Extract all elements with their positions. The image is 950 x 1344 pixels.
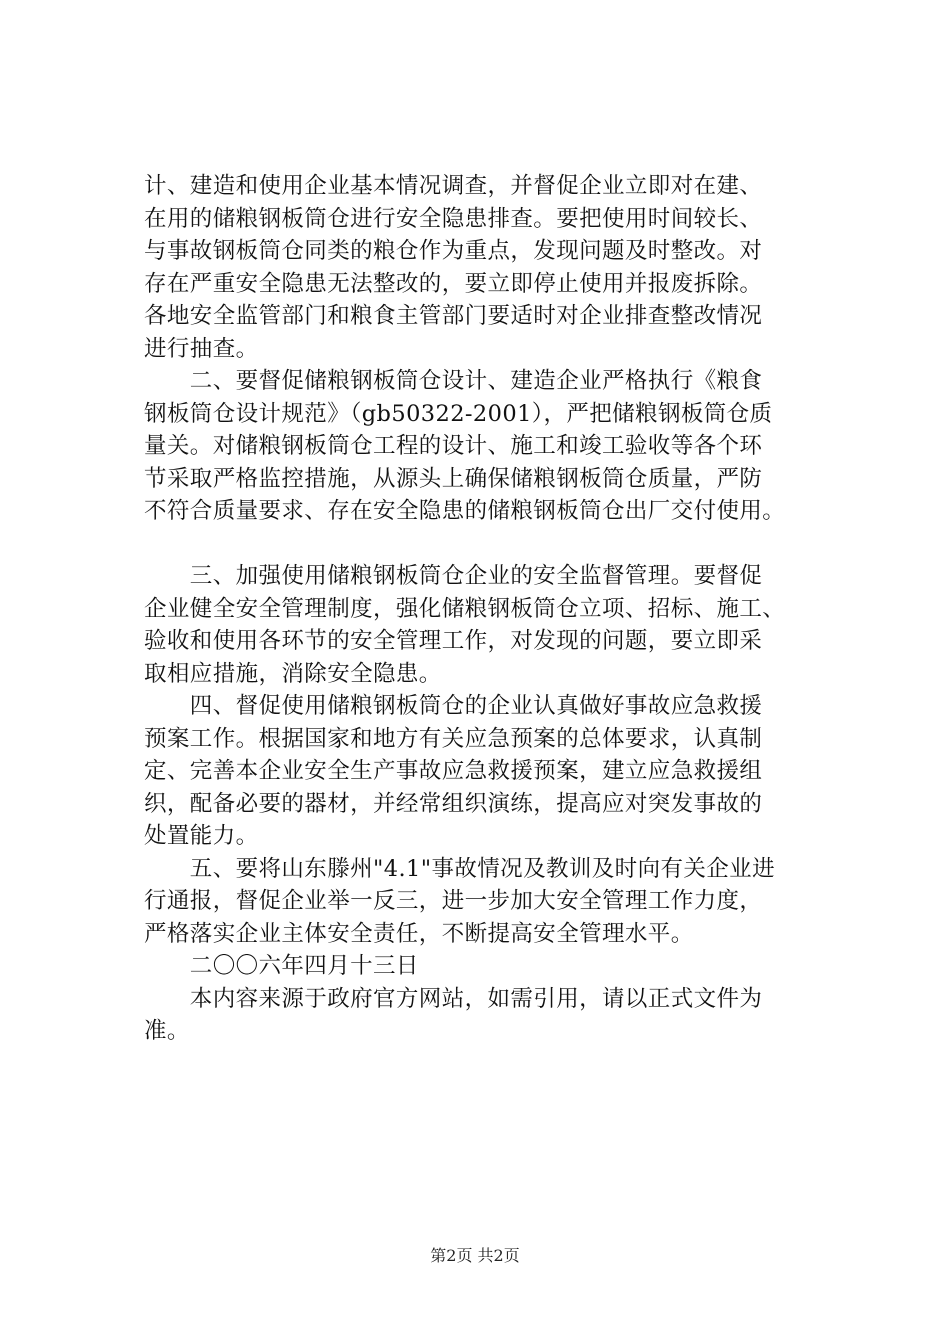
- text-line: 取相应措施，消除安全隐患。: [144, 660, 442, 687]
- text-line: 进行抽查。: [144, 335, 259, 362]
- text-line: 钢板筒仓设计规范》（gb50322-2001），严把储粮钢板筒仓质: [144, 400, 773, 427]
- text-line: 严格落实企业主体安全责任，不断提高安全管理水平。: [144, 920, 694, 947]
- text-line: 各地安全监管部门和粮食主管部门要适时对企业排查整改情况: [144, 303, 763, 329]
- text-line: 企业健全安全管理制度，强化储粮钢板筒仓立项、招标、施工、: [144, 595, 786, 622]
- text-line: 二、要督促储粮钢板筒仓设计、建造企业严格执行《粮食: [144, 368, 763, 394]
- text-line: 量关。对储粮钢板筒仓工程的设计、施工和竣工验收等各个环: [144, 433, 763, 459]
- text-line: 织，配备必要的器材，并经常组织演练，提高应对突发事故的: [144, 790, 763, 817]
- text-line: 定、完善本企业安全生产事故应急救援预案，建立应急救援组: [144, 758, 763, 784]
- text-line: 与事故钢板筒仓同类的粮仓作为重点，发现问题及时整改。对: [144, 238, 763, 264]
- text-line: 验收和使用各环节的安全管理工作，对发现的问题，要立即采: [144, 628, 763, 654]
- text-line: 节采取严格监控措施，从源头上确保储粮钢板筒仓质量，严防: [144, 465, 763, 492]
- date-line: 二〇〇六年四月十三日: [144, 953, 419, 979]
- source-note-line: 准。: [144, 1018, 190, 1044]
- text-line: 三、加强使用储粮钢板筒仓企业的安全监督管理。要督促: [144, 563, 763, 589]
- text-line: 行通报，督促企业举一反三，进一步加大安全管理工作力度，: [144, 888, 763, 914]
- document-body: [144, 170, 844, 1048]
- text-line: 不符合质量要求、存在安全隐患的储粮钢板筒仓出厂交付使用。: [144, 498, 786, 524]
- text-line: 五、要将山东滕州"4.1"事故情况及教训及时向有关企业进: [144, 855, 775, 882]
- text-line: 预案工作。根据国家和地方有关应急预案的总体要求，认真制: [144, 725, 763, 752]
- text-line: 在用的储粮钢板筒仓进行安全隐患排查。要把使用时间较长、: [144, 205, 763, 232]
- page-number-footer: 第2页 共2页: [430, 1246, 520, 1265]
- text-line: 处置能力。: [144, 823, 259, 849]
- text-line: 存在严重安全隐患无法整改的，要立即停止使用并报废拆除。: [144, 270, 763, 297]
- text-line: 四、督促使用储粮钢板筒仓的企业认真做好事故应急救援: [144, 693, 763, 719]
- blank-line: [144, 528, 844, 561]
- text-line: 计、建造和使用企业基本情况调查，并督促企业立即对在建、: [144, 173, 763, 199]
- source-note-line: 本内容来源于政府官方网站，如需引用，请以正式文件为: [144, 985, 763, 1012]
